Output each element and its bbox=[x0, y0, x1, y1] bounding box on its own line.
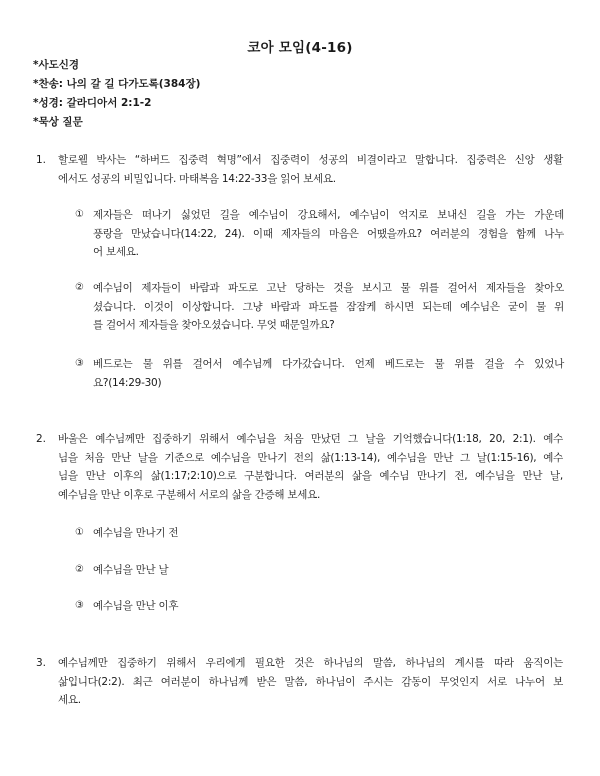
sub-2-2-marker: ② bbox=[75, 564, 84, 575]
question-2-line: 예수님을 만난 이후로 구분해서 서로의 삶을 간증해 보세요. bbox=[58, 488, 321, 501]
question-3-line: 삶입니다(2:2). 최근 여러분이 하나님께 받은 말씀, 하나님이 주시는 감동이 무엇인지 서로 나누어 보 bbox=[58, 675, 563, 688]
sub-question-2-2: 예수님을 만난 날 bbox=[93, 564, 169, 576]
question-2-line: 님을 처음 만난 날을 기준으로 예수님을 만나기 전의 삶(1:13-14), 예수님을 만난 그 날(1:15-16), 예수 bbox=[58, 451, 563, 464]
sub-question-line: 제자들은 떠나기 싫었던 길을 예수님이 강요해서, 예수님이 억지로 보내신 길을 가는 가운데 bbox=[93, 209, 564, 221]
page-title: 코아 모임(4-16) bbox=[247, 40, 353, 56]
question-1-number: 1. bbox=[36, 154, 47, 166]
question-2-line: 바울은 예수님께만 집중하기 위해서 예수님을 처음 만났던 그 날을 기억했습니다(1:18, 20, 2:1). 예수 bbox=[58, 433, 563, 445]
question-2-number: 2. bbox=[36, 433, 47, 445]
header-scripture: *성경: 갈라디아서 2:1-2 bbox=[33, 97, 152, 109]
question-3-text bbox=[58, 654, 563, 710]
sub-question-line: 베드로는 물 위를 걸어서 예수님께 다가갔습니다. 언제 베드로는 물 위를 걸을 수 있었나 bbox=[93, 358, 564, 370]
question-3-line: 세요. bbox=[58, 694, 81, 706]
header-hymn: *찬송: 나의 갈 길 다가도록(384장) bbox=[33, 78, 201, 90]
sub-question-line: 어 보세요. bbox=[93, 246, 139, 258]
question-3-number: 3. bbox=[36, 657, 47, 669]
sub-1-2-marker: ② bbox=[75, 282, 84, 293]
header-creed: *사도신경 bbox=[33, 59, 80, 71]
question-2-text bbox=[58, 430, 563, 504]
sub-question-1-2 bbox=[93, 279, 564, 335]
sub-question-line: 요?(14:29-30) bbox=[93, 376, 162, 389]
sub-question-2-1: 예수님을 만나기 전 bbox=[93, 527, 179, 539]
sub-question-line: 예수님이 제자들이 바람과 파도로 고난 당하는 것을 보시고 물 위를 걸어서 제자들을 찾아오 bbox=[93, 282, 564, 294]
question-3-line: 예수님께만 집중하기 위해서 우리에게 필요한 것은 하나님의 말씀, 하나님의 계시를 따라 움직이는 bbox=[58, 657, 563, 669]
question-1-line: 에서도 성공의 비밀입니다. 마태복음 14:22-33을 읽어 보세요. bbox=[58, 172, 336, 185]
sub-1-3-marker: ③ bbox=[75, 358, 84, 369]
question-1-text bbox=[58, 151, 563, 188]
sub-question-line: 를 걸어서 제자들을 찾아오셨습니다. 무엇 때문일까요? bbox=[93, 319, 335, 331]
sub-question-1-1 bbox=[93, 206, 564, 262]
sub-question-1-3 bbox=[93, 355, 564, 392]
sub-2-3-marker: ③ bbox=[75, 600, 84, 611]
question-2-line: 님을 만난 이후의 삶(1:17;2:10)으로 구분합니다. 여러분의 삶을 예수님 만나기 전, 예수님을 만난 날, bbox=[58, 470, 563, 482]
question-1-line: 할로웰 박사는 “하버드 집중력 혁명”에서 집중력이 성공의 비결이라고 말합니다. 집중력은 신앙 생활 bbox=[58, 154, 563, 166]
sub-question-line: 셨습니다. 이것이 이상합니다. 그냥 바람과 파도를 잠잠케 하시면 되는데 예수님은 굳이 물 위 bbox=[93, 300, 564, 313]
sub-2-1-marker: ① bbox=[75, 527, 84, 538]
sub-question-2-3: 예수님을 만난 이후 bbox=[93, 600, 179, 612]
sub-1-1-marker: ① bbox=[75, 209, 84, 220]
header-meditation: *묵상 질문 bbox=[33, 116, 83, 128]
sub-question-line: 풍랑을 만났습니다(14:22, 24). 이때 제자들의 마음은 어땠을까요? 여러분의 경험을 함께 나누 bbox=[93, 227, 564, 240]
